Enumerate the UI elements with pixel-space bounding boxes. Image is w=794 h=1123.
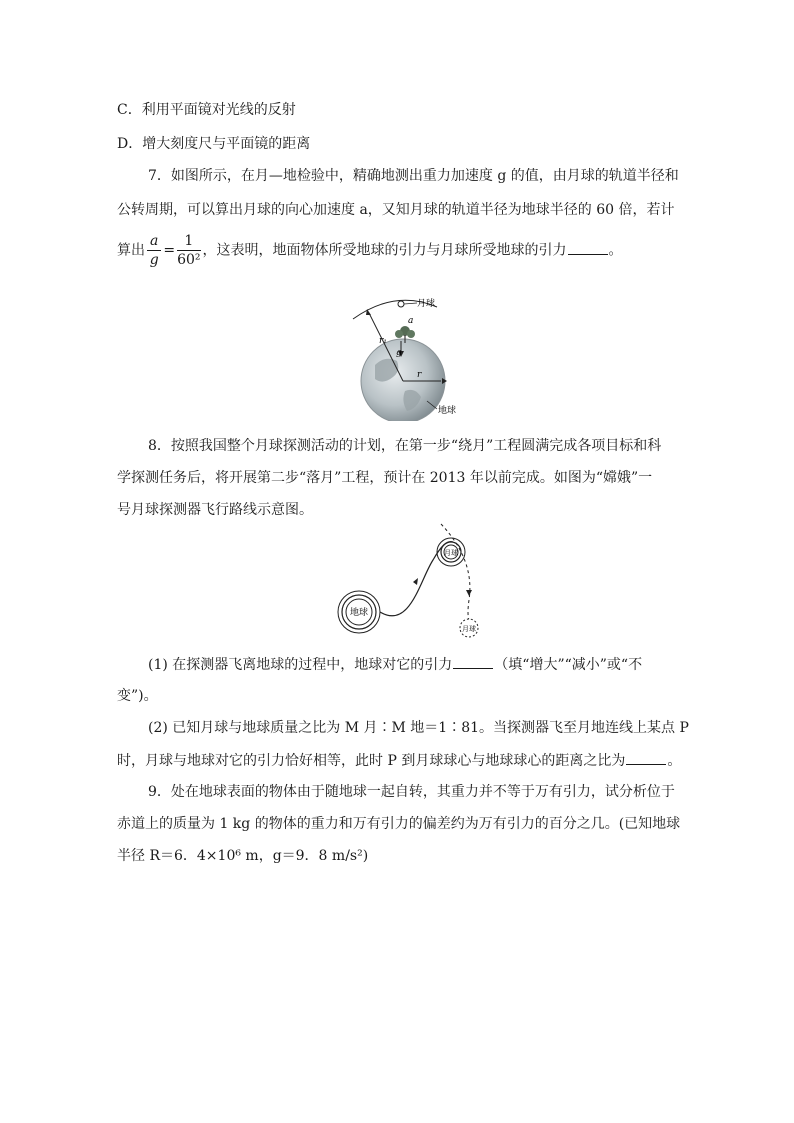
change-flight-path-figure (335, 520, 495, 645)
option-d: D．增大刻度尺与平面镜的距离 (117, 136, 311, 152)
moon-earth-figure (345, 293, 470, 421)
moon-icon (398, 301, 404, 307)
q9-line3: 半径 R＝6．4×10⁶ m，g＝9．8 m/s²) (117, 848, 369, 864)
q9-line2: 赤道上的质量为 1 kg 的物体的重力和万有引力的偏差约为万有引力的百分之几。(已知地球 (117, 816, 681, 832)
q7-line1: 7．如图所示，在月—地检验中，精确地测出重力加速度 g 的值，由月球的轨道半径和 (148, 168, 679, 184)
answer-blank-q7[interactable] (568, 240, 608, 255)
moon-label: 月球 (417, 299, 436, 309)
q8-sub2-line2: 时，月球与地球对它的引力恰好相等，此时 P 到月球球心与地球球心的距离之比为 。 (117, 750, 681, 771)
q9-line1: 9．处在地球表面的物体由于随地球一起自转，其重力并不等于万有引力，试分析位于 (148, 784, 675, 800)
fraction-one-over-60sq: $\frac{1}{\text{60²}}$ (177, 233, 201, 268)
r1-label: r₁ (379, 336, 387, 346)
earth-label: 地球 (438, 406, 457, 416)
transfer-trajectory (380, 542, 453, 616)
r-label: r (417, 370, 422, 380)
q8-sub1-line1: (1) 在探测器飞离地球的过程中，地球对它的引力 （填“增大”“减小”或“不 (148, 654, 642, 675)
g-label: g (396, 348, 402, 358)
q8-line1: 8．按照我国整个月球探测活动的计划，在第一步“绕月”工程圆满完成各项目标和科 (148, 438, 662, 454)
option-c: C．利用平面镜对光线的反射 (117, 102, 296, 118)
earth-label: 地球 (349, 608, 369, 618)
q8-line3: 号月球探测器飞行路线示意图。 (117, 502, 313, 518)
a-label: a (408, 316, 414, 326)
q8-sub1-line2: 变”)。 (117, 688, 158, 704)
equals-sign: = (163, 242, 176, 259)
fraction-a-over-g: $\frac{a}{g}$ (147, 232, 161, 269)
q7-line3-suffix: ，这表明，地面物体所受地球的引力与月球所受地球的引力 (202, 242, 567, 259)
answer-blank-q8-2[interactable] (626, 750, 666, 765)
q8-sub2-line1: (2) 已知月球与地球质量之比为 M 月∶M 地＝1∶81。当探测器飞至月地连线上某点 P (148, 720, 689, 736)
answer-blank-q8-1[interactable] (453, 654, 493, 669)
q7-line3: 算出 $\frac{a}{g}$ = $\frac{1}{\text{60²}}$ ，这表明，地面物体所受地球的引力与月球所受地球的引力 。 (117, 233, 623, 268)
moon-label-bottom: 月球 (462, 625, 476, 633)
q8-line2: 学探测任务后，将开展第二步“落月”工程，预计在 2013 年以前完成。如图为“嫦娥”一 (117, 470, 653, 486)
q7-line3-prefix: 算出 (117, 242, 145, 259)
moon-label-top: 月球 (444, 549, 458, 557)
q7-line2: 公转周期，可以算出月球的向心加速度 a，又知月球的轨道半径为地球半径的 60 倍，若计 (117, 202, 675, 218)
